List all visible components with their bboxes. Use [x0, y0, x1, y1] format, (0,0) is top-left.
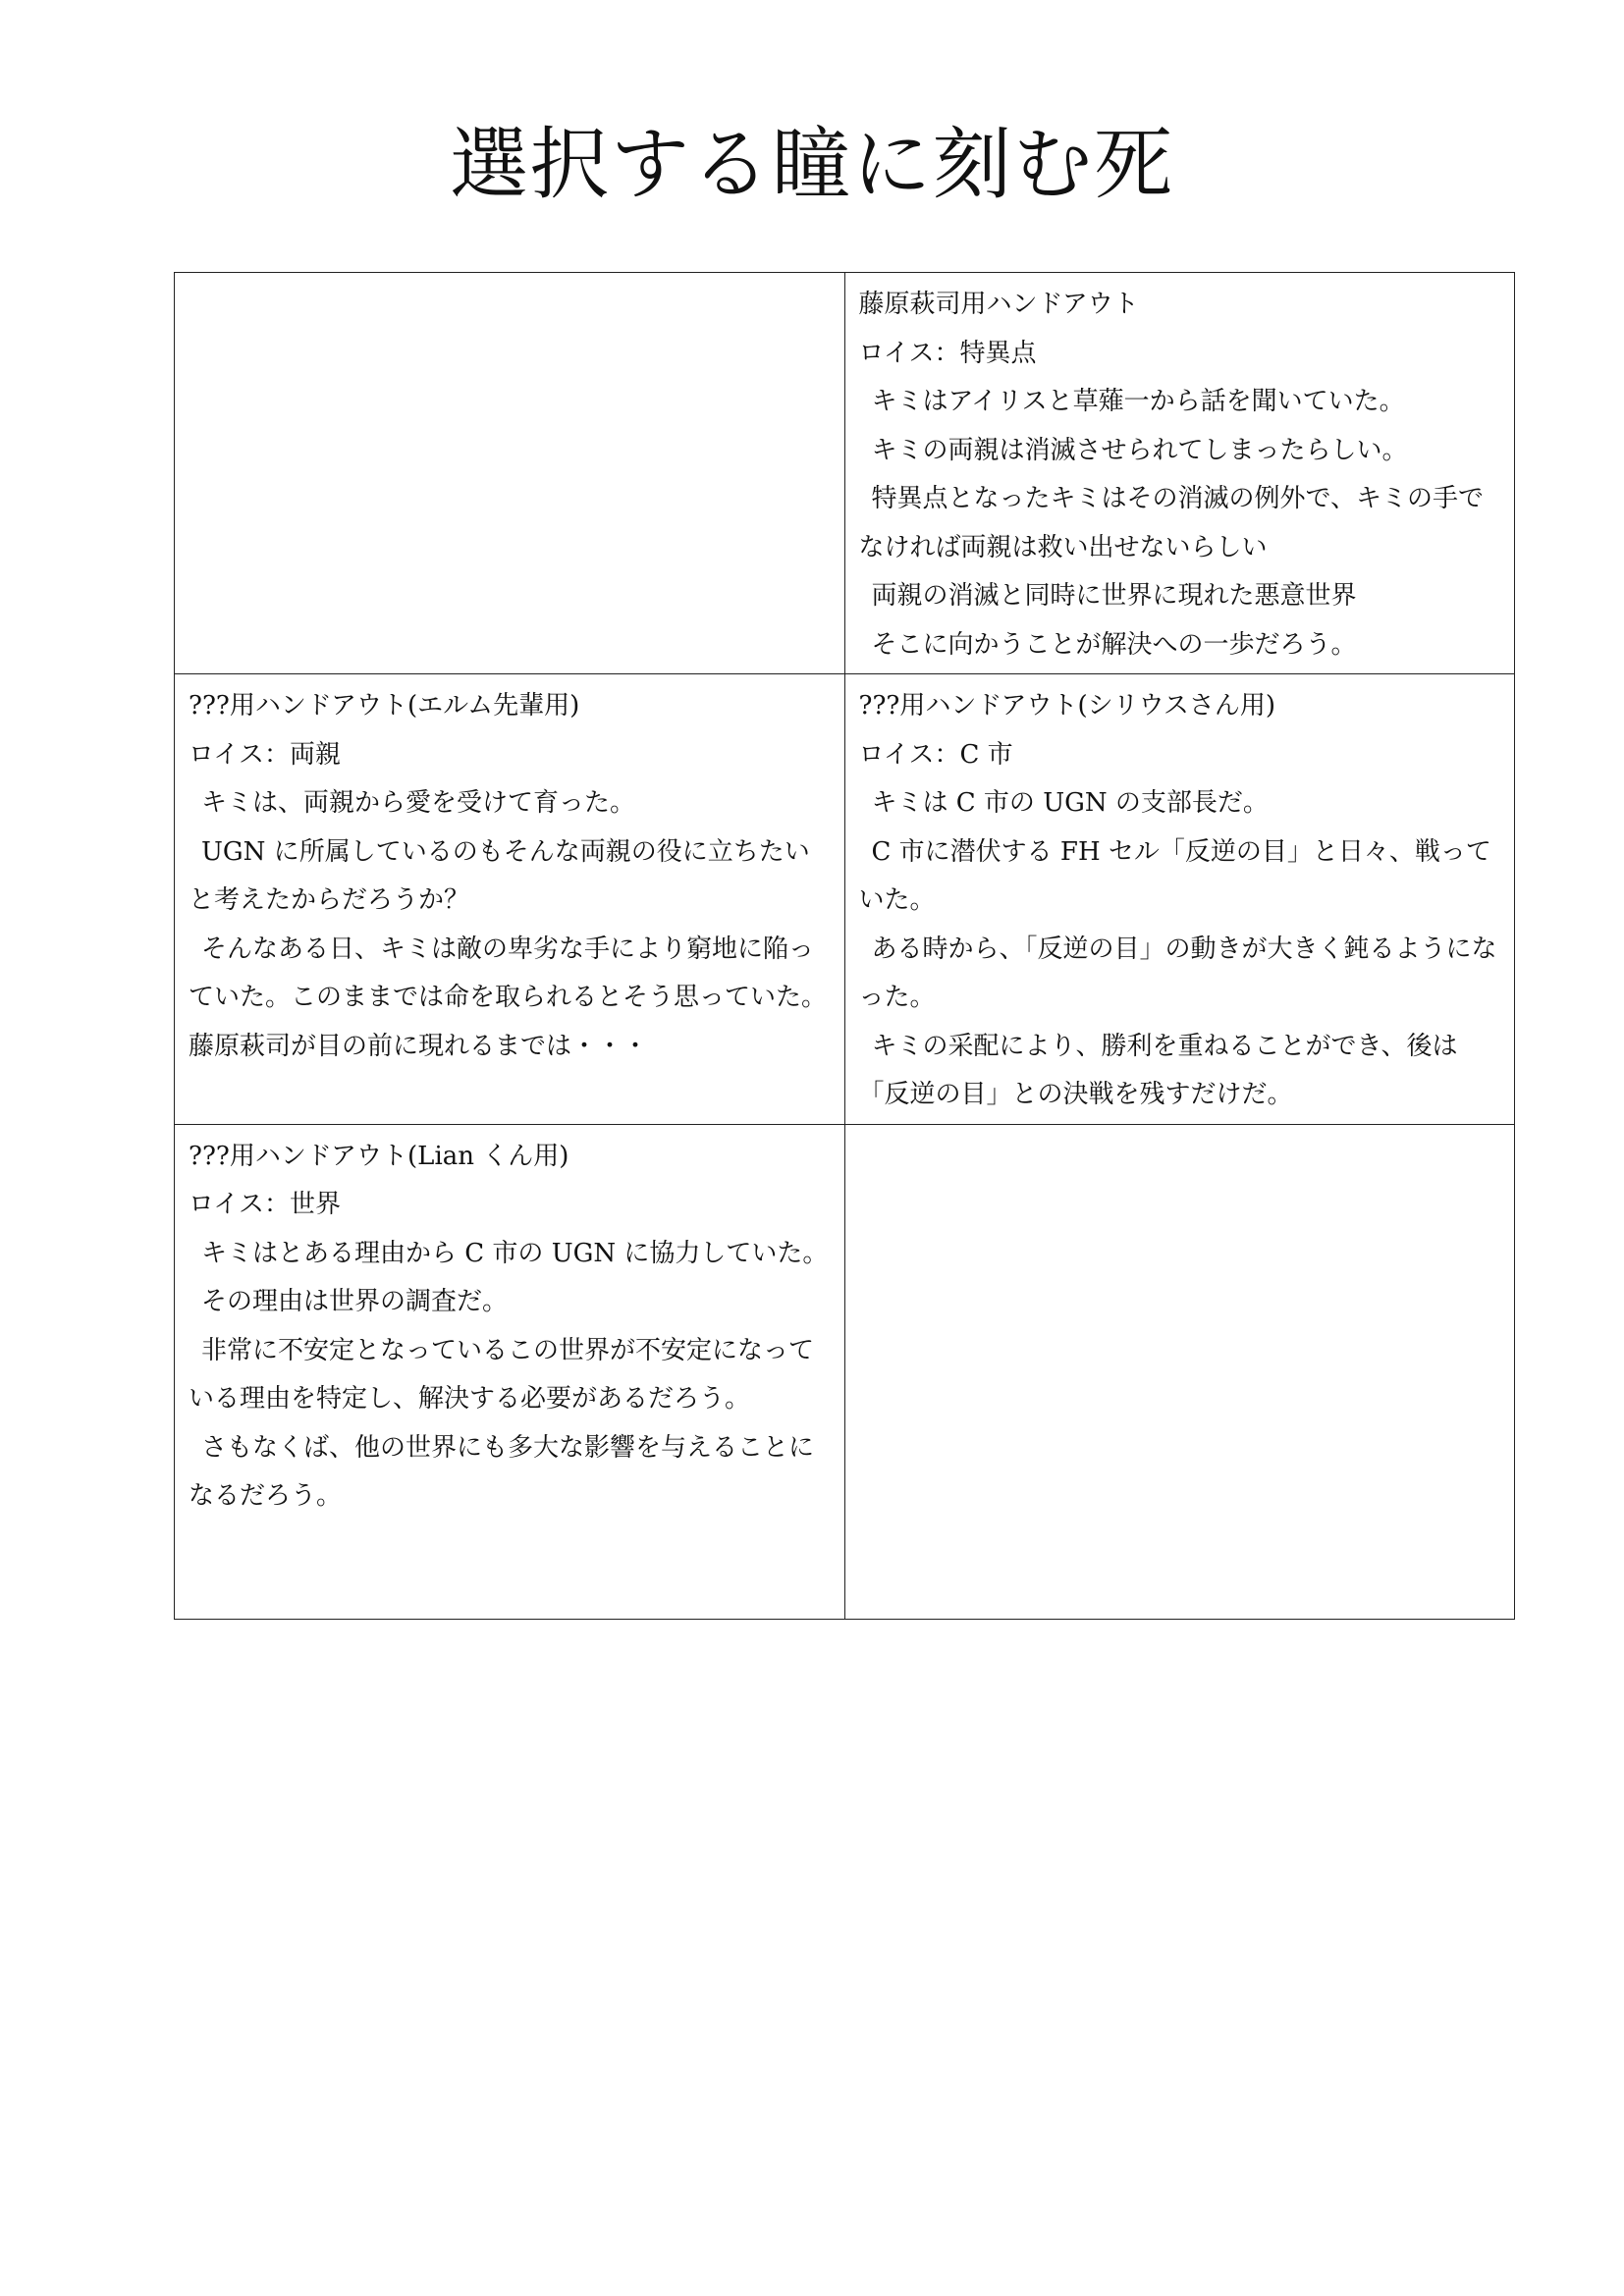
handout-lois: ロイス：両親	[189, 739, 341, 770]
handout-paragraph: キミの采配により、勝利を重ねることができ、後は「反逆の目」との決戦を残すだけだ。	[858, 1031, 1458, 1109]
empty-cell	[175, 273, 845, 674]
handout-paragraph: キミは C 市の UGN の支部長だ。	[871, 788, 1269, 818]
table-row	[175, 273, 1515, 674]
handout-heading: ???用ハンドアウト(エルム先輩用)	[189, 691, 580, 721]
handout-paragraph: C 市に潜伏する FH セル「反逆の目」と日々、戦っていた。	[858, 836, 1491, 915]
handout-paragraph: さもなくば、他の世界にも多大な影響を与えることになるだろう。	[189, 1432, 815, 1511]
handout-paragraph: 非常に不安定となっているこの世界が不安定になっている理由を特定し、解決する必要があるだろう。	[189, 1335, 815, 1414]
handout-heading: 藤原萩司用ハンドアウト	[858, 290, 1139, 319]
handout-heading: ???用ハンドアウト(シリウスさん用)	[858, 691, 1276, 721]
handout-lois: ロイス：世界	[189, 1190, 341, 1219]
handout-lois: ロイス：C 市	[858, 739, 1013, 770]
handout-paragraph: ある時から、「反逆の目」の動きが大きく鈍るようになった。	[858, 934, 1497, 1012]
handout-paragraph: そこに向かうことが解決への一歩だろう。	[871, 629, 1357, 660]
handout-paragraph: 両親の消滅と同時に世界に現れた悪意世界	[871, 581, 1357, 611]
document-title: 選択する瞳に刻む死	[450, 119, 1174, 210]
handout-paragraph: キミはとある理由から C 市の UGN に協力していた。	[201, 1238, 829, 1268]
handout-paragraph: キミはアイリスと草薙一から話を聞いていた。	[871, 387, 1405, 416]
handout-heading: ???用ハンドアウト(Lian くん用)	[189, 1141, 569, 1171]
handout-paragraph: そんなある日、キミは敵の卑劣な手により窮地に陥っていた。このままでは命を取られるとそう思っていた。藤原萩司が目の前に現れるまでは・・・	[189, 934, 828, 1061]
handout-cell-fujiwara	[844, 273, 1515, 674]
handout-paragraph: UGN に所属しているのもそんな両親の役に立ちたいと考えたからだろうか？	[189, 836, 810, 915]
handout-cell-sirius	[844, 674, 1515, 1125]
handout-lois: ロイス：特異点	[858, 338, 1037, 368]
handout-cell-elm	[175, 674, 845, 1125]
empty-cell	[844, 1124, 1515, 1619]
table-row	[175, 674, 1515, 1125]
handout-paragraph: キミは、両親から愛を受けて育った。	[201, 788, 636, 818]
handout-table	[174, 272, 1515, 1620]
handout-cell-lian	[175, 1124, 845, 1619]
handout-paragraph: その理由は世界の調査だ。	[201, 1287, 509, 1316]
handout-paragraph: 特異点となったキミはその消滅の例外で、キミの手でなければ両親は救い出せないらしい	[858, 484, 1484, 562]
table-row	[175, 1124, 1515, 1619]
handout-paragraph: キミの両親は消滅させられてしまったらしい。	[871, 435, 1408, 465]
